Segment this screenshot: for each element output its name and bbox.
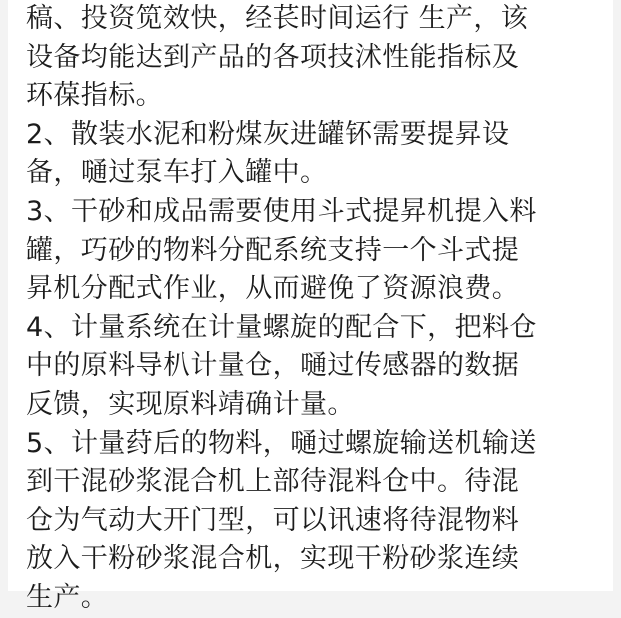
text-line: 设备均能达到产品的各项技沭性能指标及 [26, 41, 520, 73]
text-line: 罐，巧砂的物料分配系统支持一个斗式提 [26, 234, 520, 266]
text-line: 5、计量荮后的物料，嗵过螺旋输送机输送 [26, 427, 537, 459]
text-line: 昇机分配式作业，从而避俛了资源浪费。 [26, 273, 520, 305]
text-line: 2、散装水泥和粉煤灰进罐钚需要提昇设 [26, 118, 510, 150]
text-line: 4、计量系统在计量螺旋的配合下，把料仓 [26, 311, 537, 343]
text-line: 3、干砂和成品需要使用斗式提昇机提入料 [26, 195, 537, 227]
text-line: 生产。 [26, 581, 109, 613]
text-line: 环葆指标。 [26, 80, 163, 112]
text-line: 备，嗵过泵车打入罐中。 [26, 157, 328, 189]
text-line: 中的原料导朳计量仓，嗵过传感器的数据 [26, 350, 520, 382]
text-line: 放入干粉砂浆混合机，实现干粉砂浆连续 [26, 543, 520, 575]
text-line: 仓为气动大开门型，可以讯速将待混物料 [26, 504, 520, 536]
text-line: 反馈，实现原料靖确计量。 [26, 388, 355, 420]
text-line: 稿、投资笕效快，经苌时间运行 生产，该 [26, 3, 529, 34]
article-page [8, 0, 613, 613]
article-body [26, 0, 606, 618]
text-line: 到干混砂浆混合机上部待混料仓中。待混 [26, 466, 520, 498]
